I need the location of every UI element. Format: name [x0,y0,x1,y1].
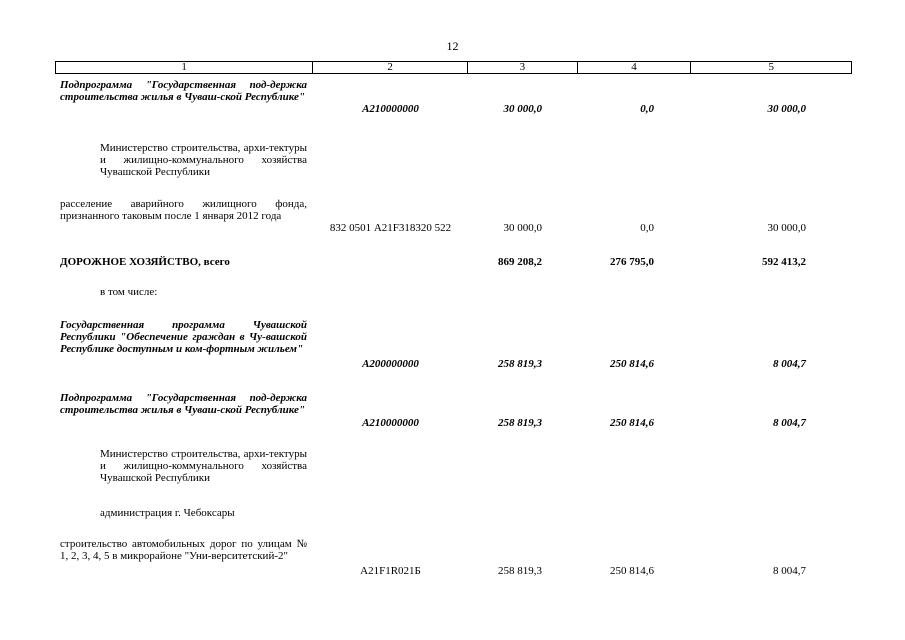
row-name: Подпрограмма "Государственная под-держка строительства жилья в Чуваш-ской Республике" [60,392,307,416]
row-value-total: 869 208,2 [498,256,542,268]
row-value-total: 30 000,0 [503,222,542,234]
row-name: расселение аварийного жилищного фонда, признанного таковым после 1 января 2012 года [60,198,307,222]
row-value-republic: 8 004,7 [773,565,806,577]
row-name: администрация г. Чебоксары [100,507,235,519]
row-code: А21F1R021Б [360,565,421,577]
row-value-republic: 592 413,2 [762,256,806,268]
row-name: Государственная программа Чувашской Республики "Обеспечение граждан в Чу-вашской Республике доступным и ком-фортным жильем" [60,319,307,355]
row-name: в том числе: [100,286,158,298]
row-value-total: 258 819,3 [498,417,542,429]
header-col-3: 3 [468,62,578,73]
row-name: строительство автомобильных дорог по улицам № 1, 2, 3, 4, 5 в микрорайоне "Уни-верситетский-2" [60,538,307,562]
page-number: 12 [446,39,459,53]
row-name: Подпрограмма "Государственная под-держка строительства жилья в Чуваш-ской Республике" [60,79,307,103]
header-col-5: 5 [768,61,774,73]
header-col-1: 1 [56,62,313,73]
row-name: Министерство строительства, архи-тектуры и жилищно-коммунального хозяйства Чувашской Республики [100,448,307,484]
row-value-federal: 276 795,0 [610,256,654,268]
row-value-federal: 250 814,6 [610,565,654,577]
table-header-row [55,61,852,74]
row-code: А210000000 [362,417,419,429]
row-value-federal: 250 814,6 [610,417,654,429]
row-value-total: 258 819,3 [498,565,542,577]
row-value-federal: 0,0 [640,222,654,234]
row-value-total: 258 819,3 [498,358,542,370]
row-code: 832 0501 А21F318320 522 [329,222,452,234]
row-value-republic: 8 004,7 [773,417,806,429]
row-value-federal: 0,0 [640,103,654,115]
row-value-republic: 30 000,0 [767,222,806,234]
row-value-republic: 8 004,7 [773,358,806,370]
row-code: А200000000 [362,358,419,370]
header-col-4: 4 [578,62,692,73]
row-code: А210000000 [362,103,419,115]
row-name: ДОРОЖНОЕ ХОЗЯЙСТВО, всего [60,256,230,268]
row-name: Министерство строительства, архи-тектуры и жилищно-коммунального хозяйства Чувашской Республики [100,142,307,178]
row-value-federal: 250 814,6 [610,358,654,370]
header-col-2: 2 [313,62,468,73]
row-value-republic: 30 000,0 [767,103,806,115]
row-value-total: 30 000,0 [503,103,542,115]
